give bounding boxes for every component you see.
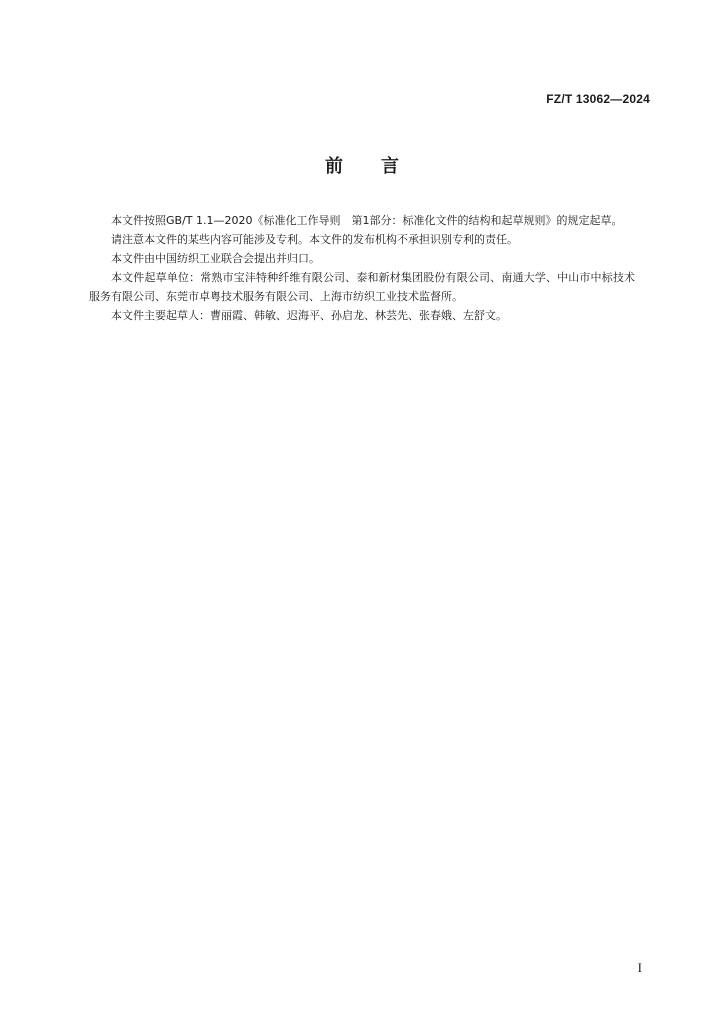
page-title	[0, 154, 724, 180]
paragraph-drafting-units: 本文件起草单位：常熟市宝沣特种纤维有限公司、泰和新材集团股份有限公司、南通大学、中山市中标技术服务有限公司、东莞市卓粤技术服务有限公司、上海市纺织工业技术监督所。	[89, 271, 635, 303]
foreword-body	[89, 211, 635, 325]
paragraph-proposer: 本文件由中国纺织工业联合会提出并归口。	[111, 252, 320, 265]
paragraph-drafting-rules: 本文件按照GB/T 1.1—2020《标准化工作导则 第1部分：标准化文件的结构和起草规则》的规定起草。	[111, 214, 623, 227]
page-number: I	[637, 960, 642, 975]
paragraph-drafters: 本文件主要起草人：曹丽霞、韩敏、迟海平、孙启龙、林芸先、张春娥、左舒文。	[111, 309, 507, 322]
paragraph-patent-notice: 请注意本文件的某些内容可能涉及专利。本文件的发布机构不承担识别专利的责任。	[111, 233, 518, 246]
document-code: FZ/T 13062—2024	[546, 92, 650, 106]
title-char-2: 言	[381, 156, 399, 177]
title-char-1: 前	[325, 156, 343, 177]
